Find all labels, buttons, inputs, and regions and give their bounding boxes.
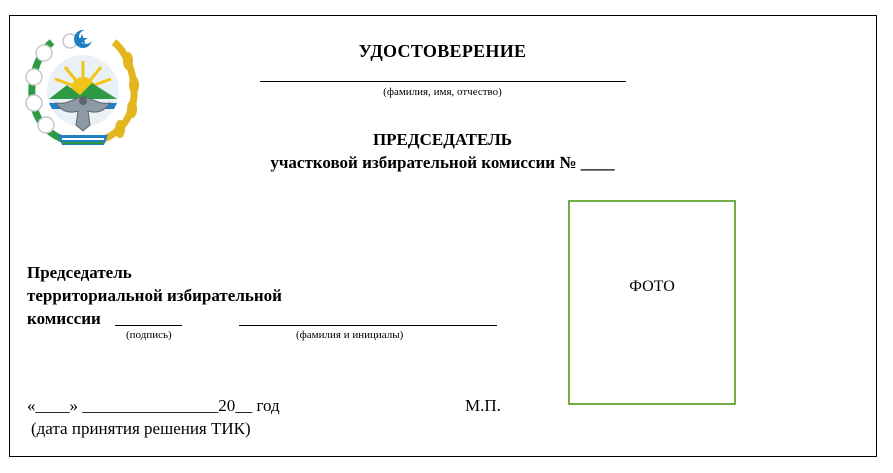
signature-line (115, 325, 182, 326)
signature-caption: (подпись) (126, 329, 172, 341)
commission-line: участковой избирательной комиссии № ____ (270, 153, 615, 172)
stamp-label: М.П. (465, 396, 501, 415)
certificate-title: УДОСТОВЕРЕНИЕ (358, 41, 527, 61)
initials-caption: (фамилия и инициалы) (296, 329, 404, 341)
chair-line-3: комиссии (27, 309, 101, 328)
chair-line-2: территориальной избирательной (27, 286, 282, 305)
photo-box (568, 200, 736, 405)
full-name-line (260, 81, 626, 82)
photo-label: ФОТО (629, 278, 675, 295)
position-title: ПРЕДСЕДАТЕЛЬ (372, 130, 513, 149)
date-line: «____» ________________20__ год (27, 396, 280, 415)
full-name-caption: (фамилия, имя, отчество) (383, 86, 502, 98)
date-caption: (дата принятия решения ТИК) (31, 419, 251, 438)
initials-line (239, 325, 497, 326)
chair-line-1: Председатель (27, 263, 132, 282)
